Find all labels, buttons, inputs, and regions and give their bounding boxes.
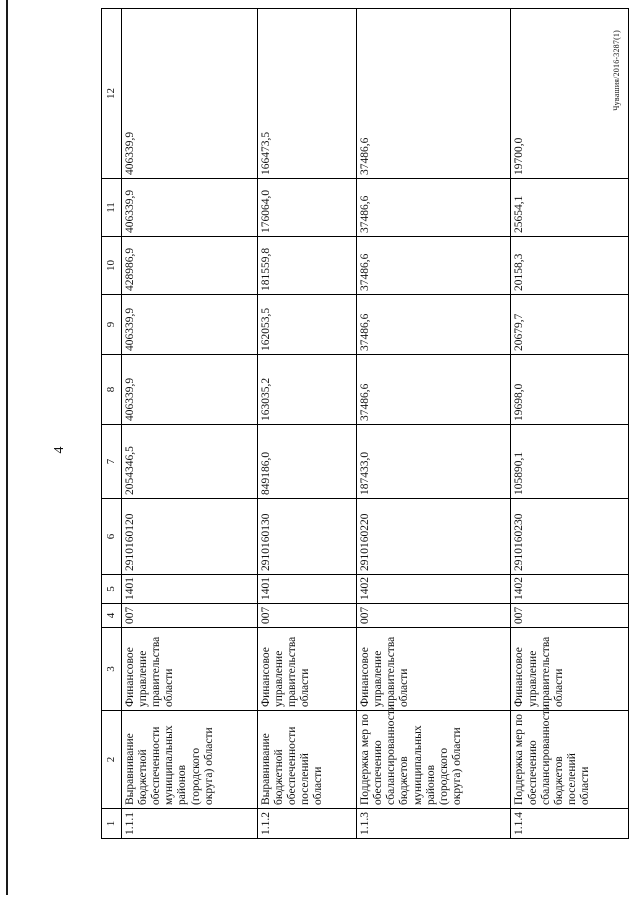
item-number: 1.1.1 xyxy=(122,809,258,839)
value-col-10: 181559,8 xyxy=(257,237,356,295)
value-col-8: 163035,2 xyxy=(257,355,356,425)
grbs-code: 007 xyxy=(122,604,258,628)
target-article-code: 2910160120 xyxy=(122,499,258,575)
value-col-8: 406339,9 xyxy=(122,355,258,425)
value-col-10: 20158,3 xyxy=(511,237,629,295)
section-code: 1402 xyxy=(511,575,629,604)
value-col-12: 166473,5 xyxy=(257,9,356,179)
executor-name: Финансовое управление правительства области xyxy=(511,628,629,711)
value-col-11: 37486,6 xyxy=(357,179,511,237)
value-col-7: 2054346,5 xyxy=(122,425,258,499)
target-article-code: 2910160220 xyxy=(357,499,511,575)
table-row xyxy=(257,9,356,839)
value-col-9: 37486,6 xyxy=(357,295,511,355)
value-col-10: 37486,6 xyxy=(357,237,511,295)
value-col-9: 162053,5 xyxy=(257,295,356,355)
value-col-7: 187433,0 xyxy=(357,425,511,499)
grbs-code: 007 xyxy=(257,604,356,628)
column-number-row xyxy=(102,9,122,839)
grbs-code: 007 xyxy=(511,604,629,628)
document-reference: Чувашия/2016-3287(1) xyxy=(612,30,621,111)
target-article-code: 2910160230 xyxy=(511,499,629,575)
value-col-11: 25654,1 xyxy=(511,179,629,237)
value-col-7: 849186,0 xyxy=(257,425,356,499)
column-number: 5 xyxy=(102,575,122,604)
value-col-11: 406339,9 xyxy=(122,179,258,237)
item-number: 1.1.3 xyxy=(357,809,511,839)
column-number: 8 xyxy=(102,355,122,425)
grbs-code: 007 xyxy=(357,604,511,628)
target-article-code: 2910160130 xyxy=(257,499,356,575)
value-col-12: 37486,6 xyxy=(357,9,511,179)
measure-name: Выравнивание бюджетной обеспеченности муниципальных районов (городского округа) области xyxy=(122,711,258,809)
section-code: 1402 xyxy=(357,575,511,604)
table-row xyxy=(122,9,258,839)
executor-name: Финансовое управление правительства области xyxy=(122,628,258,711)
table-row xyxy=(357,9,511,839)
measure-name: Поддержка мер по обеспечению сбалансированности бюджетов поселений области xyxy=(511,711,629,809)
section-code: 1401 xyxy=(257,575,356,604)
column-number: 9 xyxy=(102,295,122,355)
value-col-7: 105890,1 xyxy=(511,425,629,499)
executor-name: Финансовое управление правительства области xyxy=(257,628,356,711)
table-row xyxy=(511,9,629,839)
page-number: 4 xyxy=(52,446,67,454)
value-col-12: 406339,9 xyxy=(122,9,258,179)
column-number: 11 xyxy=(102,179,122,237)
value-col-10: 428986,9 xyxy=(122,237,258,295)
column-number: 3 xyxy=(102,628,122,711)
executor-name: Финансовое управление правительства области xyxy=(357,628,511,711)
value-col-9: 20679,7 xyxy=(511,295,629,355)
measure-name: Поддержка мер по обеспечению сбалансированности бюджетов муниципальных районов (городского округа) области xyxy=(357,711,511,809)
value-col-8: 19698,0 xyxy=(511,355,629,425)
column-number: 4 xyxy=(102,604,122,628)
budget-table xyxy=(101,8,629,839)
column-number: 7 xyxy=(102,425,122,499)
column-number: 12 xyxy=(102,9,122,179)
column-number: 1 xyxy=(102,809,122,839)
value-col-12: 19700,0 xyxy=(511,9,629,179)
value-col-8: 37486,6 xyxy=(357,355,511,425)
item-number: 1.1.2 xyxy=(257,809,356,839)
column-number: 6 xyxy=(102,499,122,575)
value-col-11: 176064,0 xyxy=(257,179,356,237)
section-code: 1401 xyxy=(122,575,258,604)
column-number: 2 xyxy=(102,711,122,809)
item-number: 1.1.4 xyxy=(511,809,629,839)
value-col-9: 406339,9 xyxy=(122,295,258,355)
column-number: 10 xyxy=(102,237,122,295)
measure-name: Выравнивание бюджетной обеспеченности поселений области xyxy=(257,711,356,809)
